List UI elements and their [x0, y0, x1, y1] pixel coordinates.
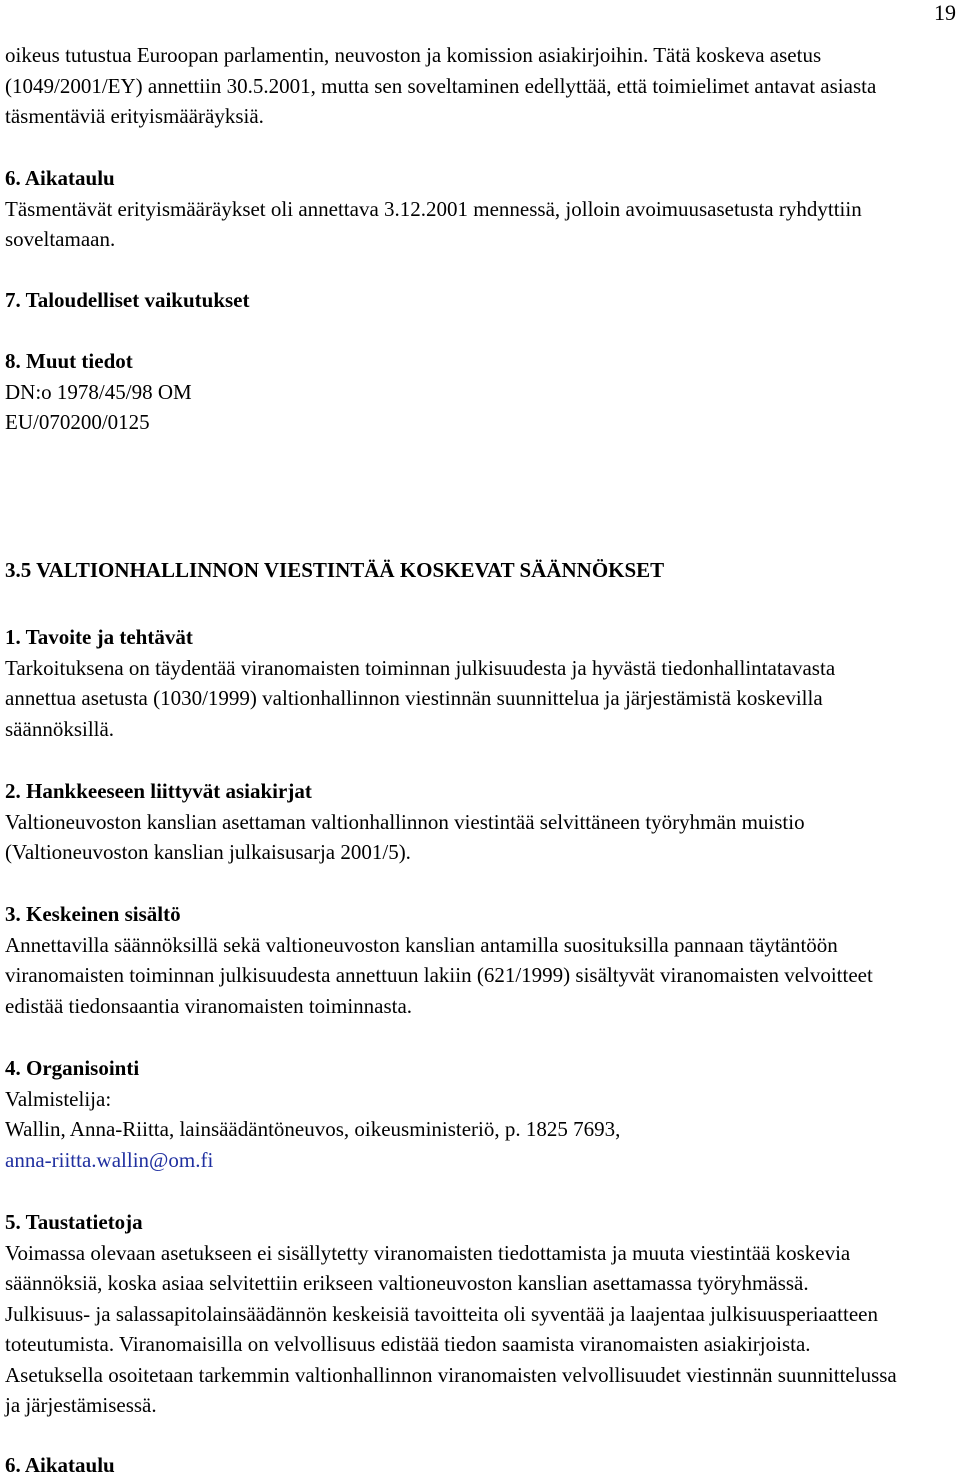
paragraph-line: Asetuksella osoitetaan tarkemmin valtionhallinnon viranomaisten velvollisuudet viestinnän suunnittelussa	[5, 1362, 897, 1387]
section-background	[5, 1207, 955, 1421]
section-organisation	[5, 1053, 955, 1175]
preparer-details: Wallin, Anna-Riitta, lainsäädäntöneuvos, oikeusministeriö, p. 1825 7693,	[5, 1117, 621, 1141]
paragraph-line: täsmentäviä erityismääräyksiä.	[5, 104, 264, 128]
paragraph-line: säännöksiä, koska asiaa selvitettiin erikseen valtioneuvoston kanslian asettamassa työryhmässä.	[5, 1271, 809, 1295]
section-heading: 2. Hankkeeseen liittyvät asiakirjat	[5, 779, 312, 803]
paragraph-line: Valtioneuvoston kanslian asettaman valtionhallinnon viestintää selvittäneen työryhmän muistio	[5, 809, 805, 834]
paragraph-line: (1049/2001/EY) annettiin 30.5.2001, mutta sen soveltaminen edellyttää, että toimielimet antavat asiasta	[5, 73, 877, 98]
chapter-heading-block	[5, 555, 955, 586]
paragraph-line: Tarkoituksena on täydentää viranomaisten toiminnan julkisuudesta ja hyvästä tiedonhallintatavasta	[5, 655, 836, 680]
eu-reference: EU/070200/0125	[5, 410, 150, 434]
section-heading: 5. Taustatietoja	[5, 1210, 143, 1234]
paragraph-line: viranomaisten toiminnan julkisuudesta annettuun lakiin (621/1999) sisältyvät viranomaisten velvoitteet	[5, 963, 873, 987]
section-goals	[5, 622, 955, 744]
section-financial-impacts	[5, 285, 955, 316]
paragraph-line: annettua asetusta (1030/1999) valtionhallinnon viestinnän suunnittelua ja järjestämistä koskevilla	[5, 686, 823, 710]
record-number: DN:o 1978/45/98 OM	[5, 379, 192, 404]
section-heading: 6. Aikataulu	[5, 1453, 115, 1477]
intro-paragraph	[5, 40, 955, 132]
page-number: 19	[934, 0, 956, 25]
paragraph-line: (Valtioneuvoston kanslian julkaisusarja 2001/5).	[5, 840, 411, 864]
section-heading: 7. Taloudelliset vaikutukset	[5, 288, 250, 312]
section-schedule-next	[5, 1450, 955, 1481]
section-related-documents	[5, 776, 955, 868]
section-schedule-previous	[5, 163, 955, 255]
paragraph-line: Voimassa olevaan asetukseen ei sisällytetty viranomaisten tiedottamista ja muuta viestintää koskevia	[5, 1240, 851, 1265]
chapter-title: 3.5 VALTIONHALLINNON VIESTINTÄÄ KOSKEVAT SÄÄNNÖKSET	[5, 558, 665, 582]
paragraph-line: Annettavilla säännöksillä sekä valtioneuvoston kanslian antamilla suosituksilla pannaan täytäntöön	[5, 932, 838, 957]
section-main-content	[5, 899, 955, 1021]
paragraph-line: säännöksillä.	[5, 716, 115, 741]
section-heading: 8. Muut tiedot	[5, 349, 133, 373]
section-heading: 4. Organisointi	[5, 1056, 140, 1080]
paragraph-line: edistää tiedonsaantia viranomaisten toiminnasta.	[5, 993, 413, 1018]
email-link[interactable]: anna-riitta.wallin@om.fi	[5, 1147, 214, 1172]
paragraph-line: Täsmentävät erityismääräykset oli annettava 3.12.2001 mennessä, jolloin avoimuusasetusta ryhdyttiin	[5, 196, 862, 221]
preparer-label: Valmistelija:	[5, 1086, 112, 1111]
section-heading: 6. Aikataulu	[5, 166, 115, 190]
paragraph-line: soveltamaan.	[5, 227, 116, 251]
paragraph-line: ja järjestämisessä.	[5, 1393, 157, 1417]
paragraph-line: oikeus tutustua Euroopan parlamentin, neuvoston ja komission asiakirjoihin. Tätä koskeva asetus	[5, 43, 822, 67]
paragraph-line: Julkisuus- ja salassapitolainsäädännön keskeisiä tavoitteita oli syventää ja laajentaa julkisuusperiaatteen	[5, 1301, 878, 1326]
section-heading: 3. Keskeinen sisältö	[5, 902, 181, 926]
section-other-info	[5, 346, 955, 438]
section-heading: 1. Tavoite ja tehtävät	[5, 625, 193, 649]
paragraph-line: toteutumista. Viranomaisilla on velvollisuus edistää tiedon saamista viranomaisten asiakirjoista.	[5, 1332, 811, 1356]
